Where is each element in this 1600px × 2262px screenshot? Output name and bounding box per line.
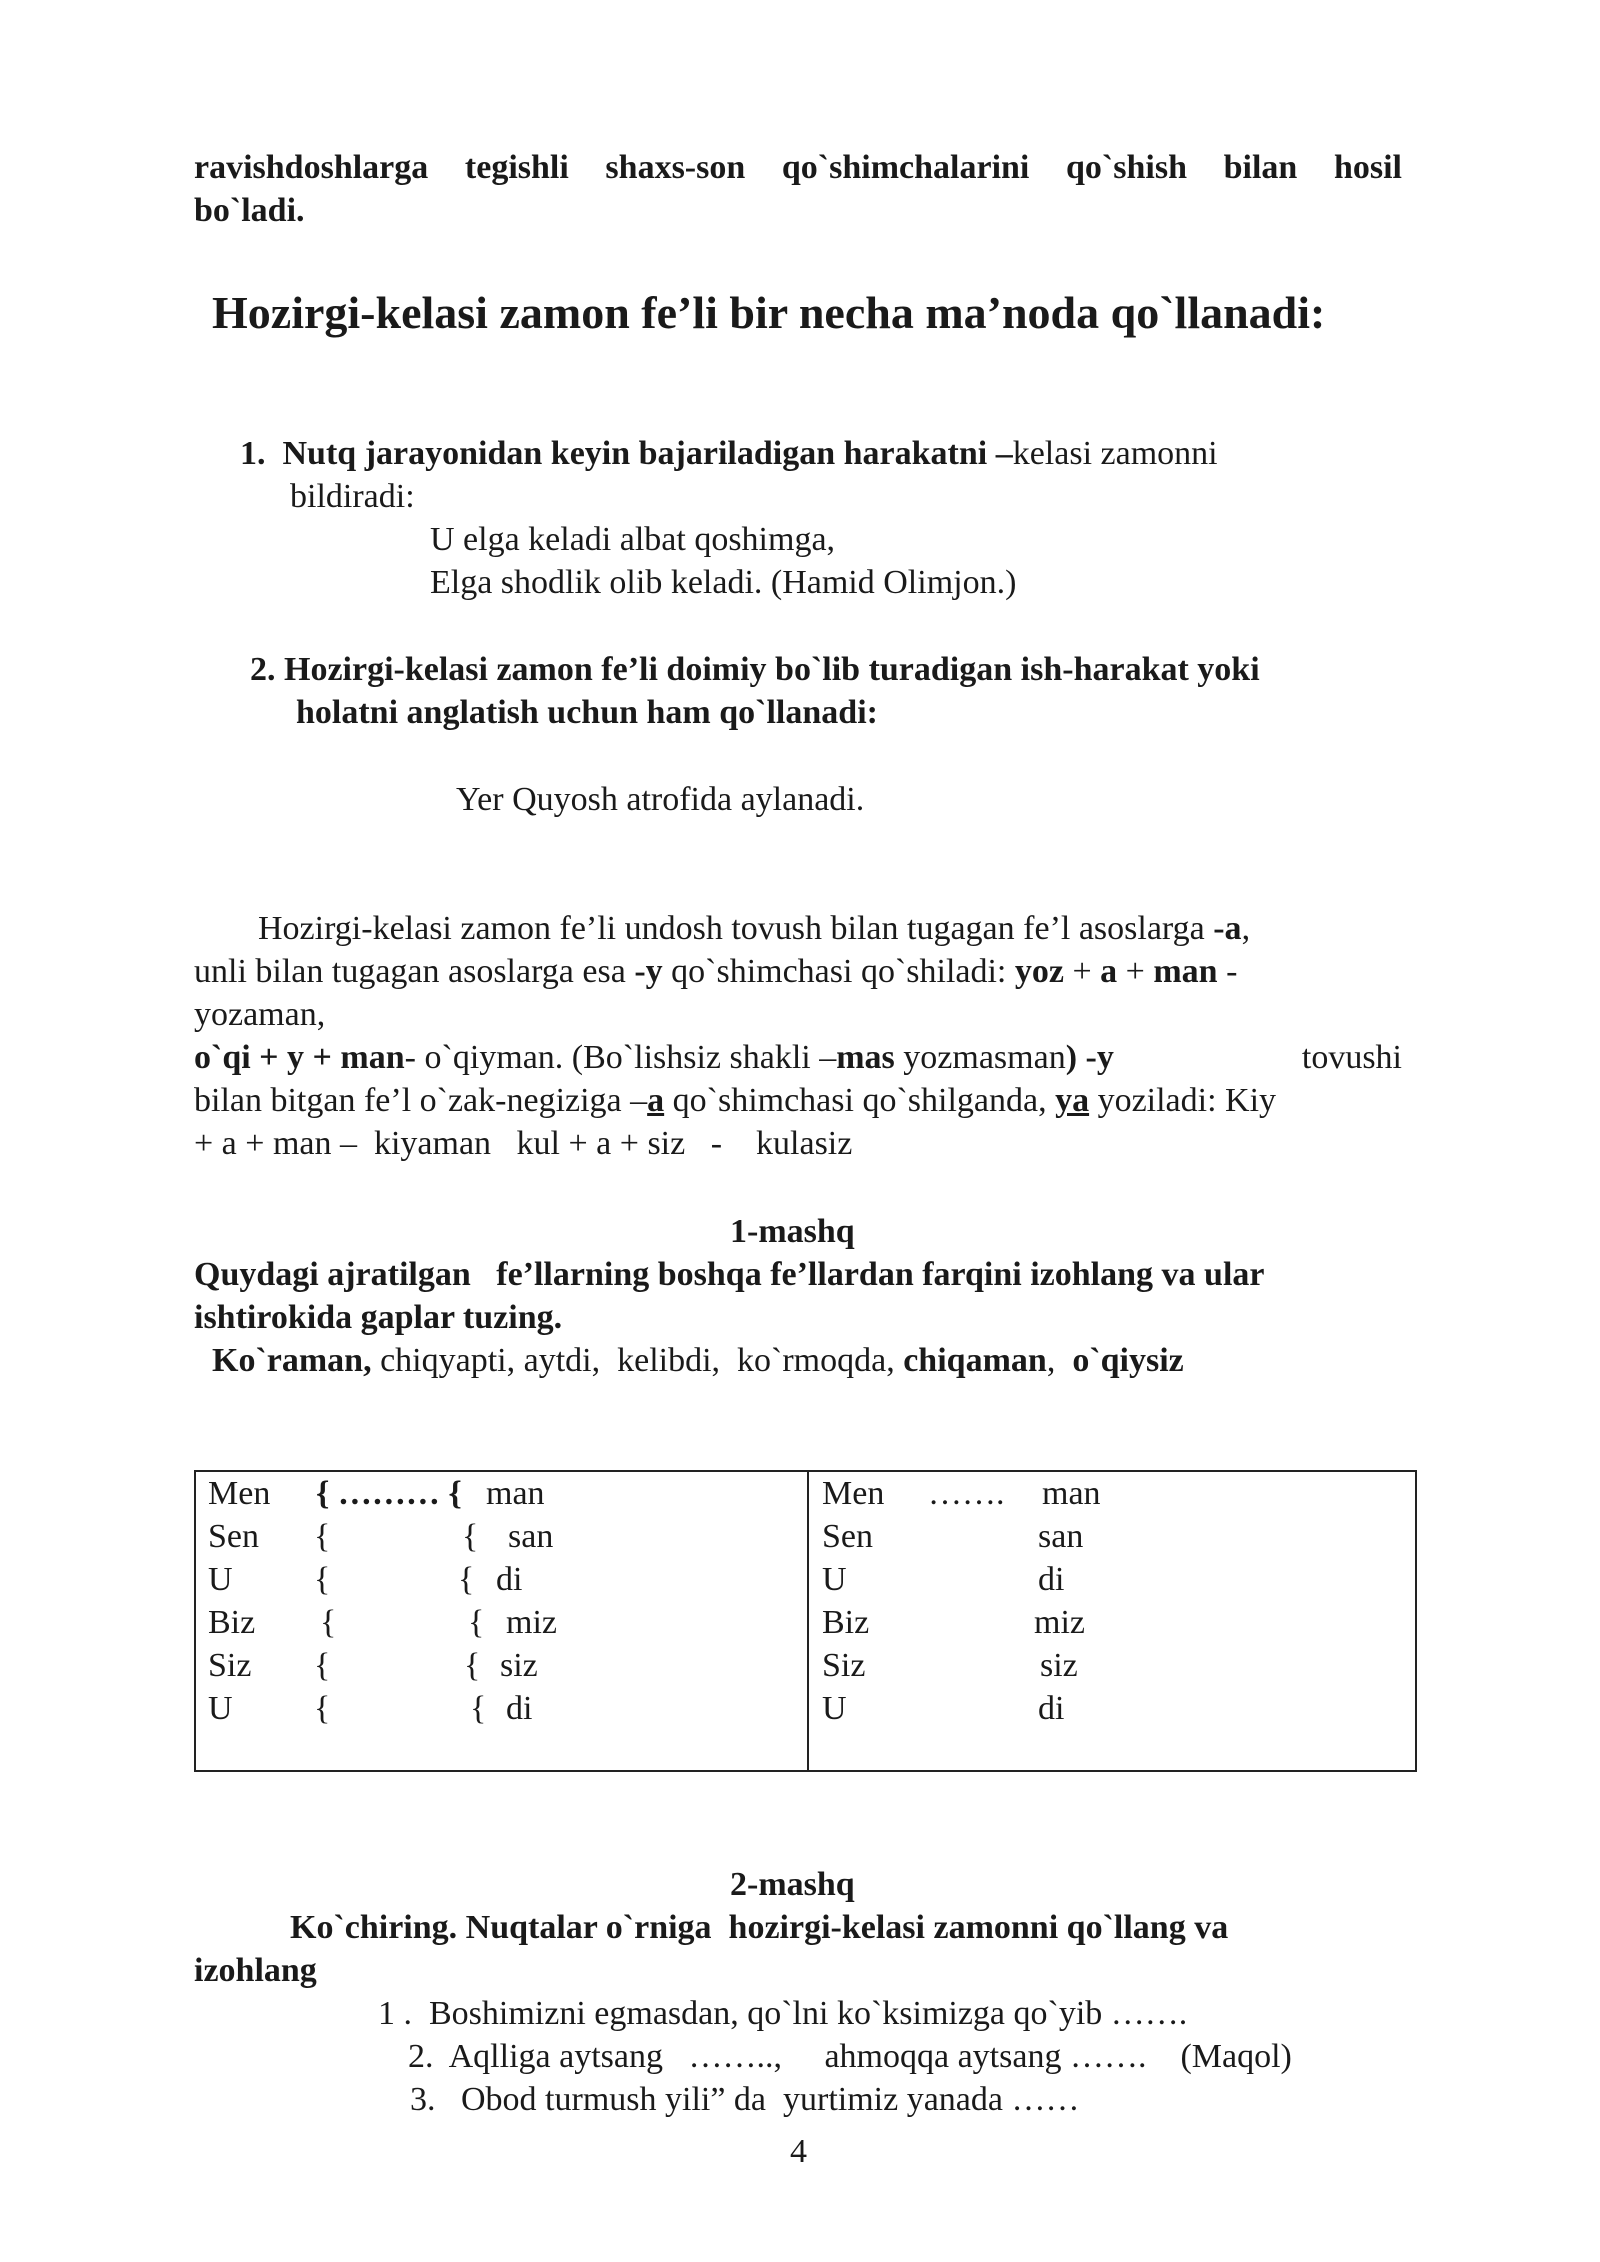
left-brace: { bbox=[458, 1561, 475, 1598]
text-run: - bbox=[1217, 953, 1238, 990]
point-1-number: 1. bbox=[240, 435, 266, 472]
point-1-example-2: Elga shodlik olib keladi. (Hamid Olimjon.) bbox=[430, 564, 1017, 601]
exercise-1-words bbox=[212, 1339, 1184, 1382]
text-run-bold: -y bbox=[634, 953, 663, 990]
left-pronoun: Sen bbox=[208, 1518, 259, 1555]
right-suffix: di bbox=[1038, 1561, 1065, 1598]
left-pronoun: Siz bbox=[208, 1647, 252, 1684]
left-brace: { bbox=[468, 1604, 485, 1641]
text-run: qo`shimchasi qo`shiladi: bbox=[662, 953, 1015, 990]
left-suffix: siz bbox=[500, 1647, 538, 1684]
paragraph-line-4 bbox=[194, 1036, 1402, 1079]
intro-line-1: ravishdoshlarga tegishli shaxs-son qo`shimchalarini qo`shish bilan hosil bbox=[194, 149, 1402, 186]
point-1-example-1: U elga keladi albat qoshimga, bbox=[430, 521, 836, 558]
right-dots: ……. bbox=[928, 1475, 1005, 1512]
text-run: - o`qiyman. (Bo`lishsiz shakli – bbox=[404, 1039, 837, 1076]
paragraph-line-3: yozaman, bbox=[194, 996, 326, 1033]
paragraph-line-6: + a + man – kiyaman kul + a + siz - kulasiz bbox=[194, 1125, 853, 1162]
separator: , bbox=[1046, 1342, 1073, 1379]
text-run: unli bilan tugagan asoslarga esa bbox=[194, 953, 635, 990]
left-brace: { bbox=[464, 1647, 481, 1684]
point-2-line-2: holatni anglatish uchun ham qo`llanadi: bbox=[296, 694, 878, 731]
word-bold: o`qiysiz bbox=[1072, 1342, 1184, 1379]
exercise-1-title: 1-mashq bbox=[730, 1213, 855, 1250]
text-run-bold: o`qi + y + man bbox=[194, 1039, 405, 1076]
paragraph-line-2 bbox=[194, 950, 1237, 993]
left-brace: { bbox=[314, 1518, 331, 1555]
exercise-1-instruction-2: ishtirokida gaplar tuzing. bbox=[194, 1299, 563, 1336]
point-2-line-1: 2. Hozirgi-kelasi zamon fe’li doimiy bo`lib turadigan ish-harakat yoki bbox=[250, 651, 1260, 688]
text-run: , bbox=[1241, 910, 1251, 947]
left-brace: { bbox=[470, 1690, 487, 1727]
text-run-bold: a bbox=[1100, 953, 1118, 990]
left-suffix: di bbox=[506, 1690, 533, 1727]
right-suffix: miz bbox=[1034, 1604, 1085, 1641]
left-suffix: man bbox=[486, 1475, 545, 1512]
left-brace: { ……… { bbox=[316, 1475, 462, 1512]
text-run-bold: ) -y bbox=[1065, 1039, 1114, 1076]
left-brace: { bbox=[462, 1518, 479, 1555]
exercise-2-item-3: 3. Obod turmush yili” da yurtimiz yanada …… bbox=[410, 2081, 1080, 2118]
text-run: Hozirgi-kelasi zamon fe’li undosh tovush bilan tugagan fe’l asoslarga bbox=[258, 910, 1214, 947]
word-list: chiqyapti, aytdi, kelibdi, ko`rmoqda, bbox=[371, 1342, 904, 1379]
conjugation-table bbox=[194, 1470, 1417, 1772]
paragraph-line-5 bbox=[194, 1079, 1276, 1122]
left-brace: { bbox=[314, 1561, 331, 1598]
left-pronoun: U bbox=[208, 1690, 233, 1727]
text-run: qo`shimchasi qo`shilganda, bbox=[664, 1082, 1056, 1119]
text-run: yoziladi: Kiy bbox=[1089, 1082, 1277, 1119]
right-pronoun: Sen bbox=[822, 1518, 873, 1555]
text-run: tovushi bbox=[1301, 1039, 1402, 1076]
left-brace: { bbox=[320, 1604, 337, 1641]
text-run-bold-underlined: a bbox=[647, 1082, 665, 1119]
page-number: 4 bbox=[790, 2133, 807, 2170]
point-1-bold: Nutq jarayonidan keyin bajariladigan harakatni – bbox=[282, 435, 1013, 472]
point-1-rest: kelasi zamonni bbox=[1012, 435, 1218, 472]
left-suffix: miz bbox=[506, 1604, 557, 1641]
word-bold: Ko`raman, bbox=[212, 1342, 372, 1379]
intro-line-2: bo`ladi. bbox=[194, 192, 305, 229]
left-brace: { bbox=[314, 1690, 331, 1727]
text-run-bold: yoz bbox=[1014, 953, 1064, 990]
section-heading: Hozirgi-kelasi zamon fe’li bir necha ma’noda qo`llanadi: bbox=[212, 287, 1326, 338]
exercise-2-item-1: 1 . Boshimizni egmasdan, qo`lni ko`ksimizga qo`yib ……. bbox=[378, 1995, 1188, 2032]
text-run-bold: man bbox=[1153, 953, 1218, 990]
right-suffix: siz bbox=[1040, 1647, 1078, 1684]
text-run: yozmasman bbox=[903, 1039, 1066, 1076]
paragraph-line-1 bbox=[258, 907, 1250, 950]
left-pronoun: Men bbox=[208, 1475, 271, 1512]
left-brace: { bbox=[314, 1647, 331, 1684]
right-pronoun: Siz bbox=[822, 1647, 866, 1684]
text-run-bold: mas bbox=[836, 1039, 895, 1076]
word-bold: chiqaman bbox=[903, 1342, 1047, 1379]
point-1-line-2: bildiradi: bbox=[290, 478, 415, 515]
point-2-example: Yer Quyosh atrofida aylanadi. bbox=[456, 781, 865, 818]
text-run: + bbox=[1063, 953, 1101, 990]
right-suffix: man bbox=[1042, 1475, 1101, 1512]
exercise-2-item-2: 2. Aqlliga aytsang …….., ahmoqqa aytsang ……. (Maqol) bbox=[408, 2038, 1292, 2075]
left-suffix: di bbox=[496, 1561, 523, 1598]
table-divider bbox=[807, 1472, 809, 1770]
right-pronoun: U bbox=[822, 1690, 847, 1727]
left-pronoun: U bbox=[208, 1561, 233, 1598]
text-run-bold: -a bbox=[1213, 910, 1242, 947]
right-pronoun: Biz bbox=[822, 1604, 870, 1641]
point-1-line-1 bbox=[240, 432, 1218, 475]
right-suffix: di bbox=[1038, 1690, 1065, 1727]
right-pronoun: Men bbox=[822, 1475, 885, 1512]
text-run: + bbox=[1117, 953, 1154, 990]
exercise-2-title: 2-mashq bbox=[730, 1866, 855, 1903]
exercise-1-instruction-1: Quydagi ajratilgan fe’llarning boshqa fe’llardan farqini izohlang va ular bbox=[194, 1256, 1265, 1293]
text-run: bilan bitgan fe’l o`zak-negiziga – bbox=[194, 1082, 648, 1119]
left-pronoun: Biz bbox=[208, 1604, 256, 1641]
left-suffix: san bbox=[508, 1518, 554, 1555]
exercise-2-instruction-1: Ko`chiring. Nuqtalar o`rniga hozirgi-kelasi zamonni qo`llang va bbox=[290, 1909, 1229, 1946]
exercise-2-instruction-2: izohlang bbox=[194, 1952, 317, 1989]
right-pronoun: U bbox=[822, 1561, 847, 1598]
text-run-bold-underlined: ya bbox=[1055, 1082, 1090, 1119]
right-suffix: san bbox=[1038, 1518, 1084, 1555]
